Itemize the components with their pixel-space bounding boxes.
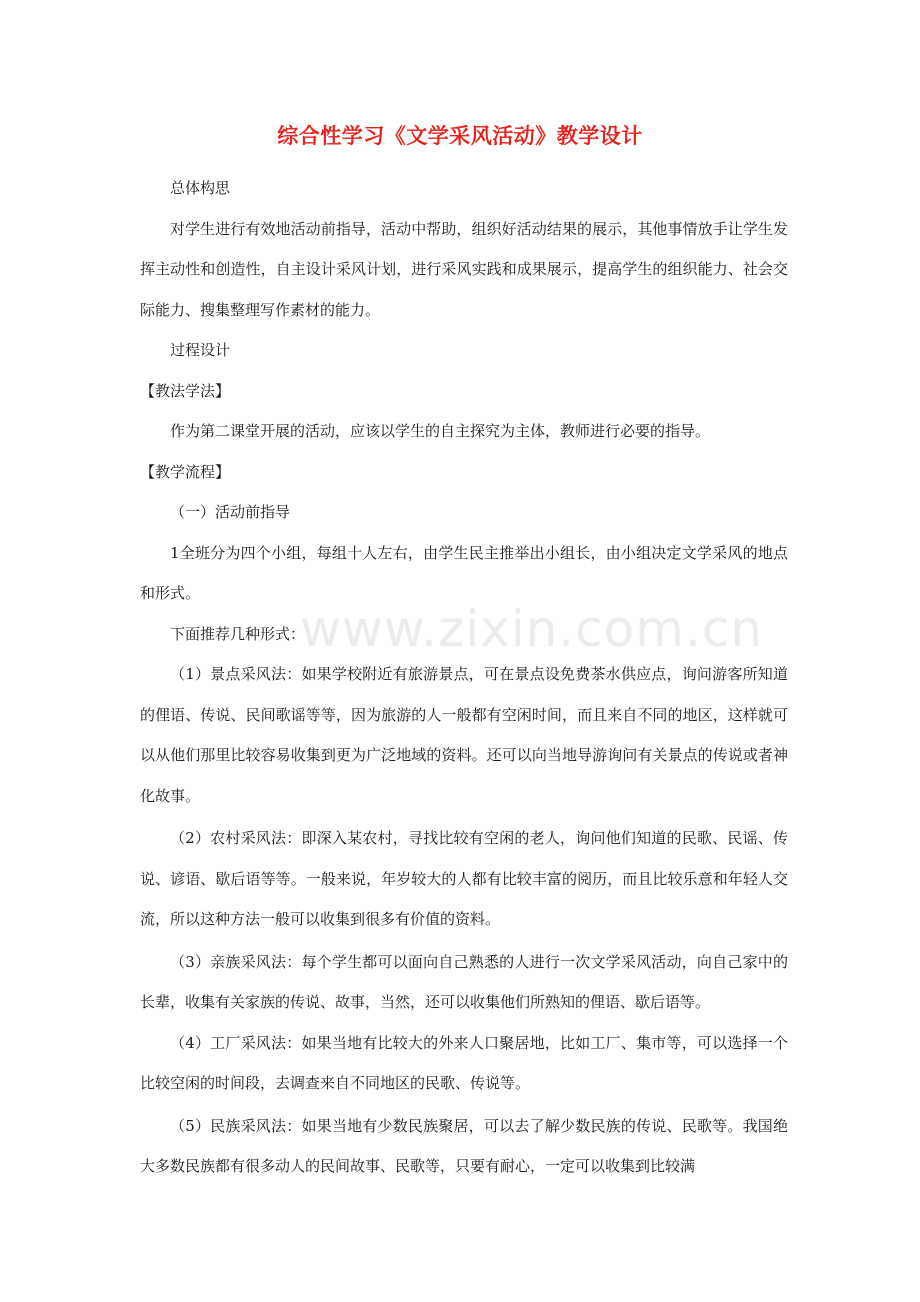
paragraph-method-family: （3）亲族采风法：每个学生都可以面向自己熟悉的人进行一次文学采风活动，向自己家中的长辈，收集有关家族的传说、故事，当然，还可以收集他们所熟知的俚语、歇后语等。 <box>140 952 788 1011</box>
paragraph-method-ethnic: （5）民族采风法：如果当地有少数民族聚居，可以去了解少数民族的传说、民歌等。我国绝大多数民族都有很多动人的民间故事、民歌等，只要有耐心，一定可以收集到比较满 <box>140 1116 788 1175</box>
document-title: 综合性学习《文学采风活动》教学设计 <box>277 124 643 148</box>
paragraph-method-scenic: （1）景点采风法：如果学校附近有旅游景点，可在景点设免费茶水供应点，询问游客所知道的俚语、传说、民间歌谣等等，因为旅游的人一般都有空闲时间，而且来自不同的地区，这样就可以从他们那里比较容易收集到更为广泛地域的资料。还可以向当地导游询问有关景点的传说或者神化故事。 <box>140 665 788 805</box>
heading-teaching-flow: 【教学流程】 <box>140 462 231 481</box>
paragraph-groups: 1全班分为四个小组，每组十人左右，由学生民主推举出小组长，由小组决定文学采风的地点和形式。 <box>140 543 788 602</box>
heading-process-design: 过程设计 <box>170 341 231 359</box>
heading-overall-concept: 总体构思 <box>170 179 231 197</box>
paragraph-method-village: （2）农村采风法：即深入某农村，寻找比较有空闲的老人，询问他们知道的民歌、民谣、传说、谚语、歇后语等等。一般来说，年岁较大的人都有比较丰富的阅历，而且比较乐意和年轻人交流，所以这种方法一般可以收集到很多有价值的资料。 <box>140 829 788 928</box>
heading-pre-activity: （一）活动前指导 <box>170 503 291 521</box>
paragraph-concept: 对学生进行有效地活动前指导，活动中帮助，组织好活动结果的展示，其他事情放手让学生发挥主动性和创造性，自主设计采风计划，进行采风实践和成果展示，提高学生的组织能力、社会交际能力、搜集整理写作素材的能力。 <box>140 219 788 319</box>
watermark: www.zixin.com.cn <box>300 600 764 658</box>
heading-methods: 【教法学法】 <box>140 381 231 400</box>
paragraph-methods: 作为第二课堂开展的活动，应该以学生的自主探究为主体，教师进行必要的指导。 <box>170 422 711 440</box>
document-body <box>140 168 788 1187</box>
paragraph-forms-intro: 下面推荐几种形式： <box>170 624 306 643</box>
paragraph-method-factory: （4）工厂采风法：如果当地有比较大的外来人口聚居地，比如工厂、集市等，可以选择一个比较空闲的时间段，去调查来自不同地区的民歌、传说等。 <box>140 1033 788 1092</box>
